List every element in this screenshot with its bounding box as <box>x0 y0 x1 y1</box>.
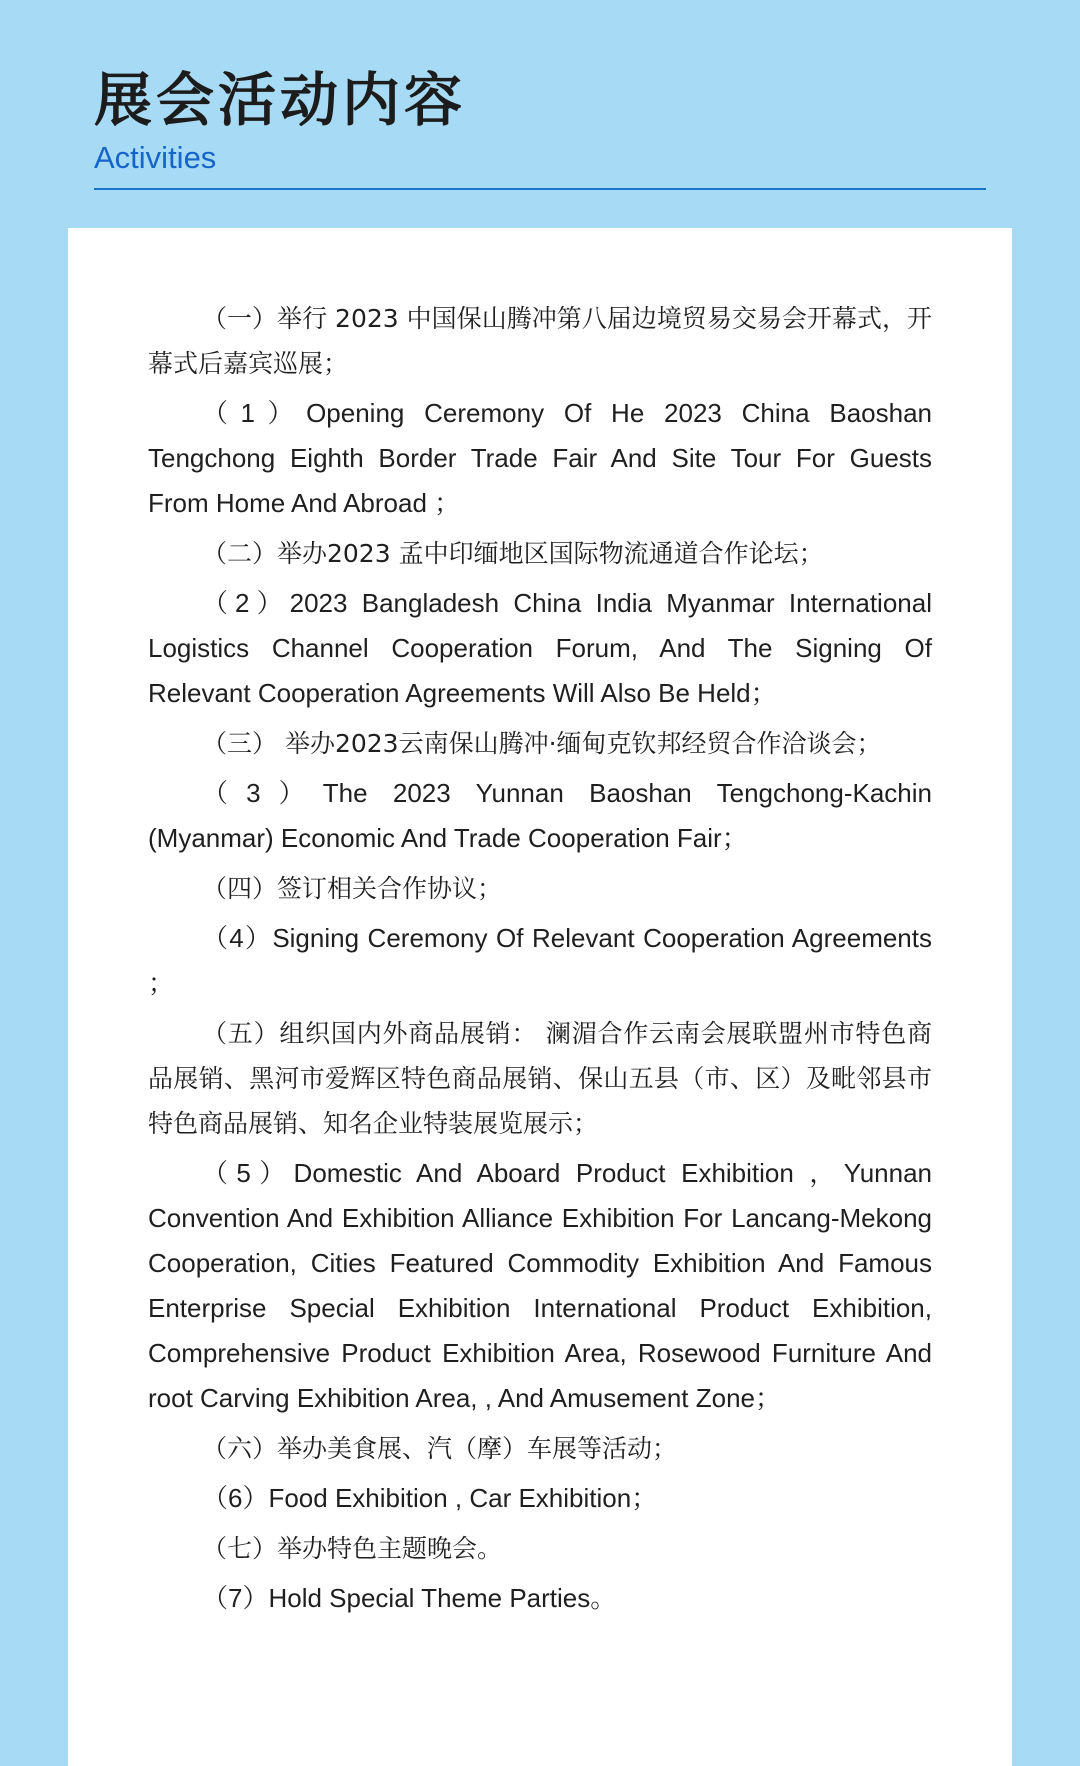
activity-6-cn: （六）举办美食展、汽（摩）车展等活动； <box>202 1434 678 1463</box>
activity-3-en: （3）The 2023 Yunnan Baoshan Tengchong-Kachin (Myanmar) Economic And Trade Cooperation Fair； <box>148 778 932 853</box>
activity-3-cn: （三） 举办2023云南保山腾冲·缅甸克钦邦经贸合作洽谈会； <box>202 729 882 758</box>
page-subtitle: Activities <box>94 140 217 175</box>
activity-2-cn: （二）举办2023 孟中印缅地区国际物流通道合作论坛； <box>202 539 824 568</box>
activity-7-en: （7）Hold Special Theme Parties。 <box>202 1583 617 1613</box>
activity-7-cn: （七）举办特色主题晚会。 <box>202 1534 503 1563</box>
page-header <box>94 64 986 190</box>
content-panel <box>68 228 1012 1766</box>
activity-1-en: （1）Opening Ceremony Of He 2023 China Baoshan Tengchong Eighth Border Trade Fair And Site Tour For Guests From Home And Abroad ； <box>148 398 932 518</box>
activity-4-en: （4）Signing Ceremony Of Relevant Cooperation Agreements ； <box>148 923 932 998</box>
activities-list <box>148 296 932 1626</box>
header-divider <box>94 188 986 190</box>
activity-2-en: （2）2023 Bangladesh China India Myanmar International Logistics Channel Cooperation Forum, And The Signing Of Relevant Cooperation Agreements Will Also Be Held； <box>148 588 932 708</box>
activity-1-cn: （一）举行 2023 中国保山腾冲第八届边境贸易交易会开幕式，开幕式后嘉宾巡展； <box>148 304 932 378</box>
activity-5-en: （5）Domestic And Aboard Product Exhibition ，Yunnan Convention And Exhibition Alliance Exhibition For Lancang-Mekong Cooperation, Cities Featured Commodity Exhibition And Famous Enterprise Special Exhibition International Product Exhibition, Comprehensive Product Exhibition Area, Rosewood Furniture And root Carving Exhibition Area, , And Amusement Zone； <box>148 1158 932 1413</box>
activity-6-en: （6）Food Exhibition , Car Exhibition； <box>202 1483 658 1513</box>
activity-5-cn: （五）组织国内外商品展销： 澜湄合作云南会展联盟州市特色商品展销、黑河市爱辉区特色商品展销、保山五县（市、区）及毗邻县市特色商品展销、知名企业特装展览展示； <box>148 1019 932 1138</box>
page-title: 展会活动内容 <box>94 66 467 134</box>
activity-4-cn: （四）签订相关合作协议； <box>202 874 503 903</box>
